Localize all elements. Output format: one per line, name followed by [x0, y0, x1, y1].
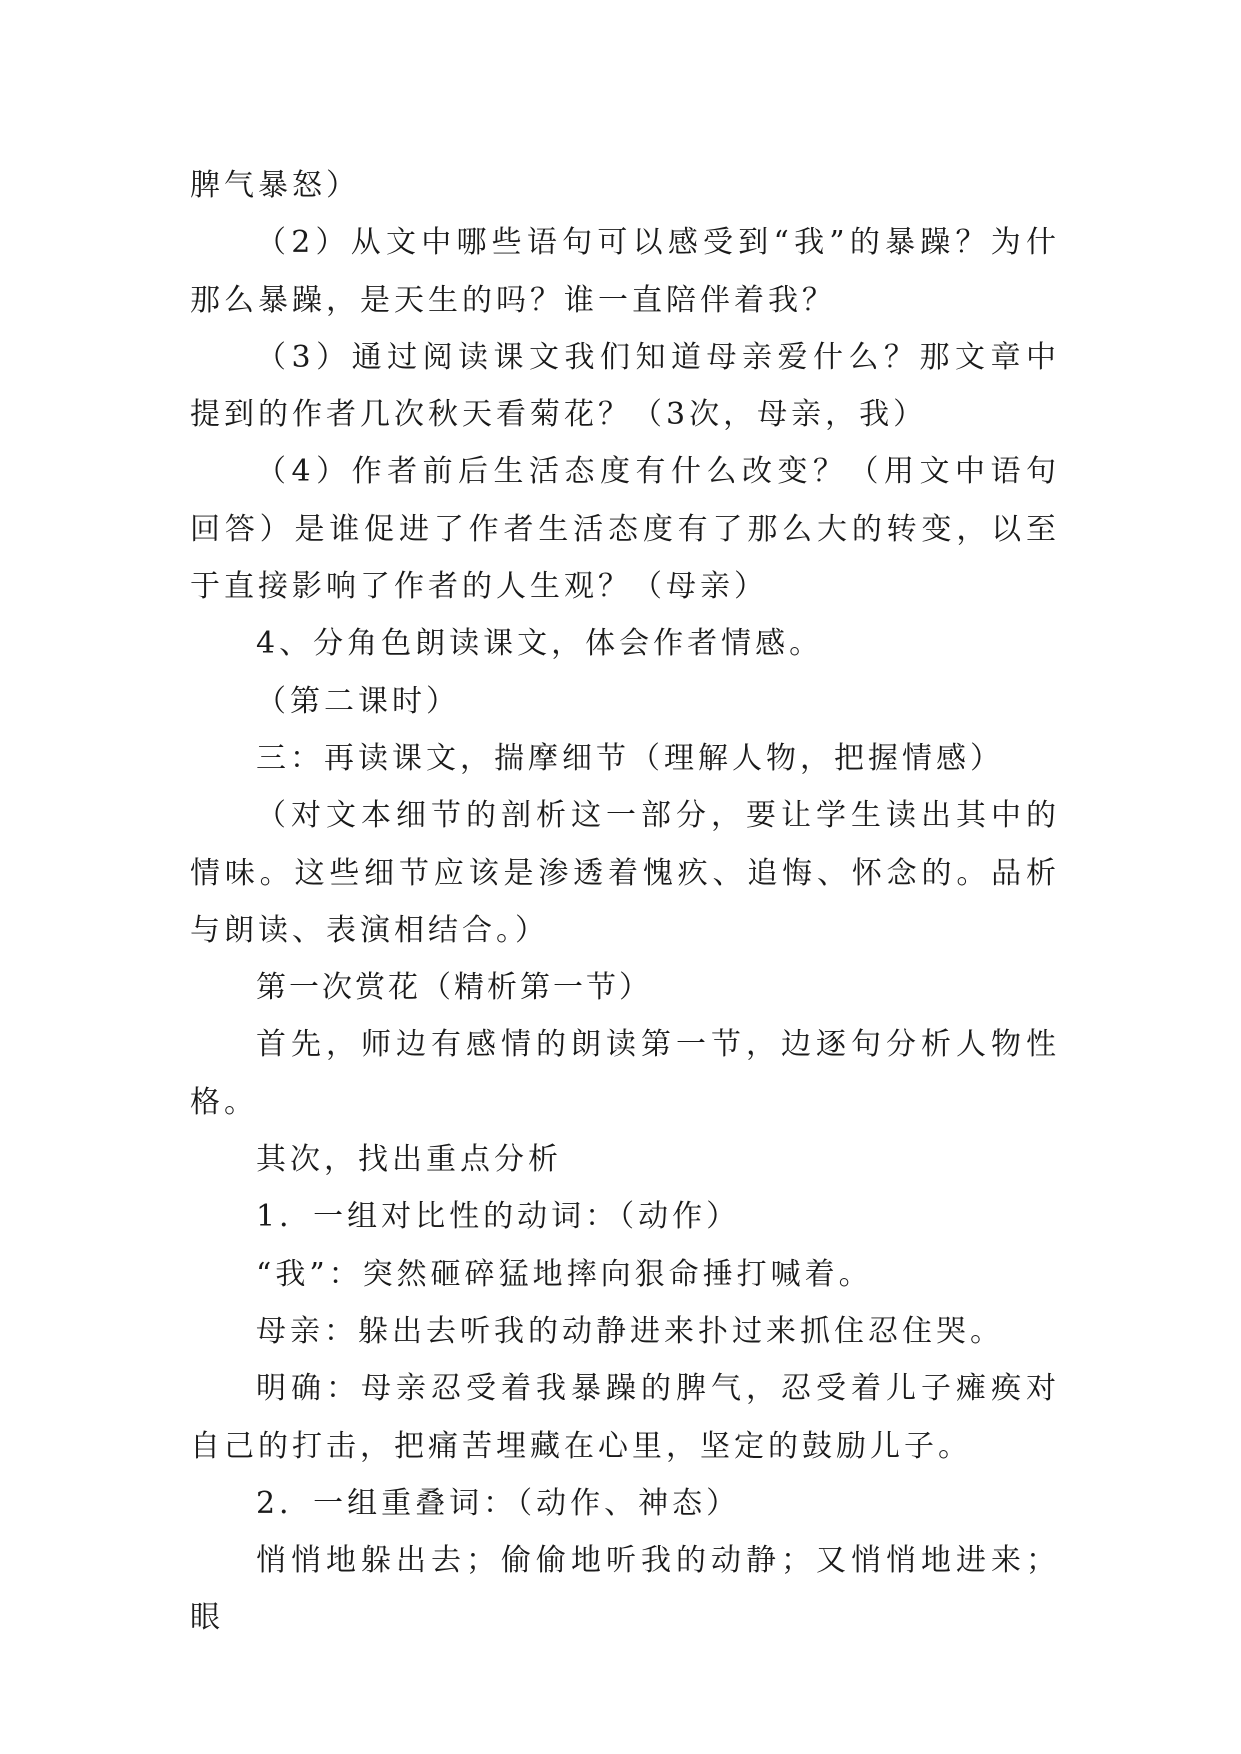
point-1-heading: 1．一组对比性的动词：（动作）: [256, 1199, 741, 1235]
point-2-heading: 2．一组重叠词：（动作、神态）: [256, 1485, 741, 1521]
point-1-clarification: 明确：母亲忍受着我暴躁的脾气，忍受着儿子瘫痪对自己的打击，把痛苦埋藏在心里，坚定的鼓励儿子。: [190, 1371, 1060, 1464]
lesson-2-heading: （第二课时）: [256, 683, 460, 719]
step-4-role-reading: 4、分角色朗读课文，体会作者情感。: [256, 626, 824, 662]
second-step-paragraph: 其次，找出重点分析: [256, 1142, 562, 1178]
point-2-details: 悄悄地躲出去；偷偷地听我的动静；又悄悄地进来；眼: [190, 1543, 1060, 1636]
body-text: [190, 157, 1060, 1647]
first-flower-viewing-heading: 第一次赏花（精析第一节）: [256, 970, 652, 1006]
section-3-note: （对文本细节的剖析这一部分，要让学生读出其中的情味。这些细节应该是渗透着愧疚、追悔、怀念的。品析与朗读、表演相结合。）: [190, 798, 1060, 948]
section-3-heading: 三：再读课文，揣摩细节（理解人物，把握情感）: [256, 740, 1004, 776]
first-step-paragraph: 首先，师边有感情的朗读第一节，边逐句分析人物性格。: [190, 1027, 1060, 1120]
question-3: （3）通过阅读课文我们知道母亲爱什么？那文章中提到的作者几次秋天看菊花？（3次，母亲，我）: [190, 339, 1060, 433]
question-2: （2）从文中哪些语句可以感受到“我”的暴躁？为什那么暴躁，是天生的吗？谁一直陪伴着我？: [190, 225, 1060, 318]
point-1-me: “我”：突然砸碎猛地摔向狠命捶打喊着。: [256, 1256, 873, 1292]
point-1-mother: 母亲：躲出去听我的动静进来扑过来抓住忍住哭。: [256, 1313, 1004, 1349]
paragraph-continued: 脾气暴怒）: [190, 168, 360, 203]
question-4: （4）作者前后生活态度有什么改变？（用文中语句回答）是谁促进了作者生活态度有了那么大的转变，以至于直接影响了作者的人生观？（母亲）: [190, 454, 1060, 605]
